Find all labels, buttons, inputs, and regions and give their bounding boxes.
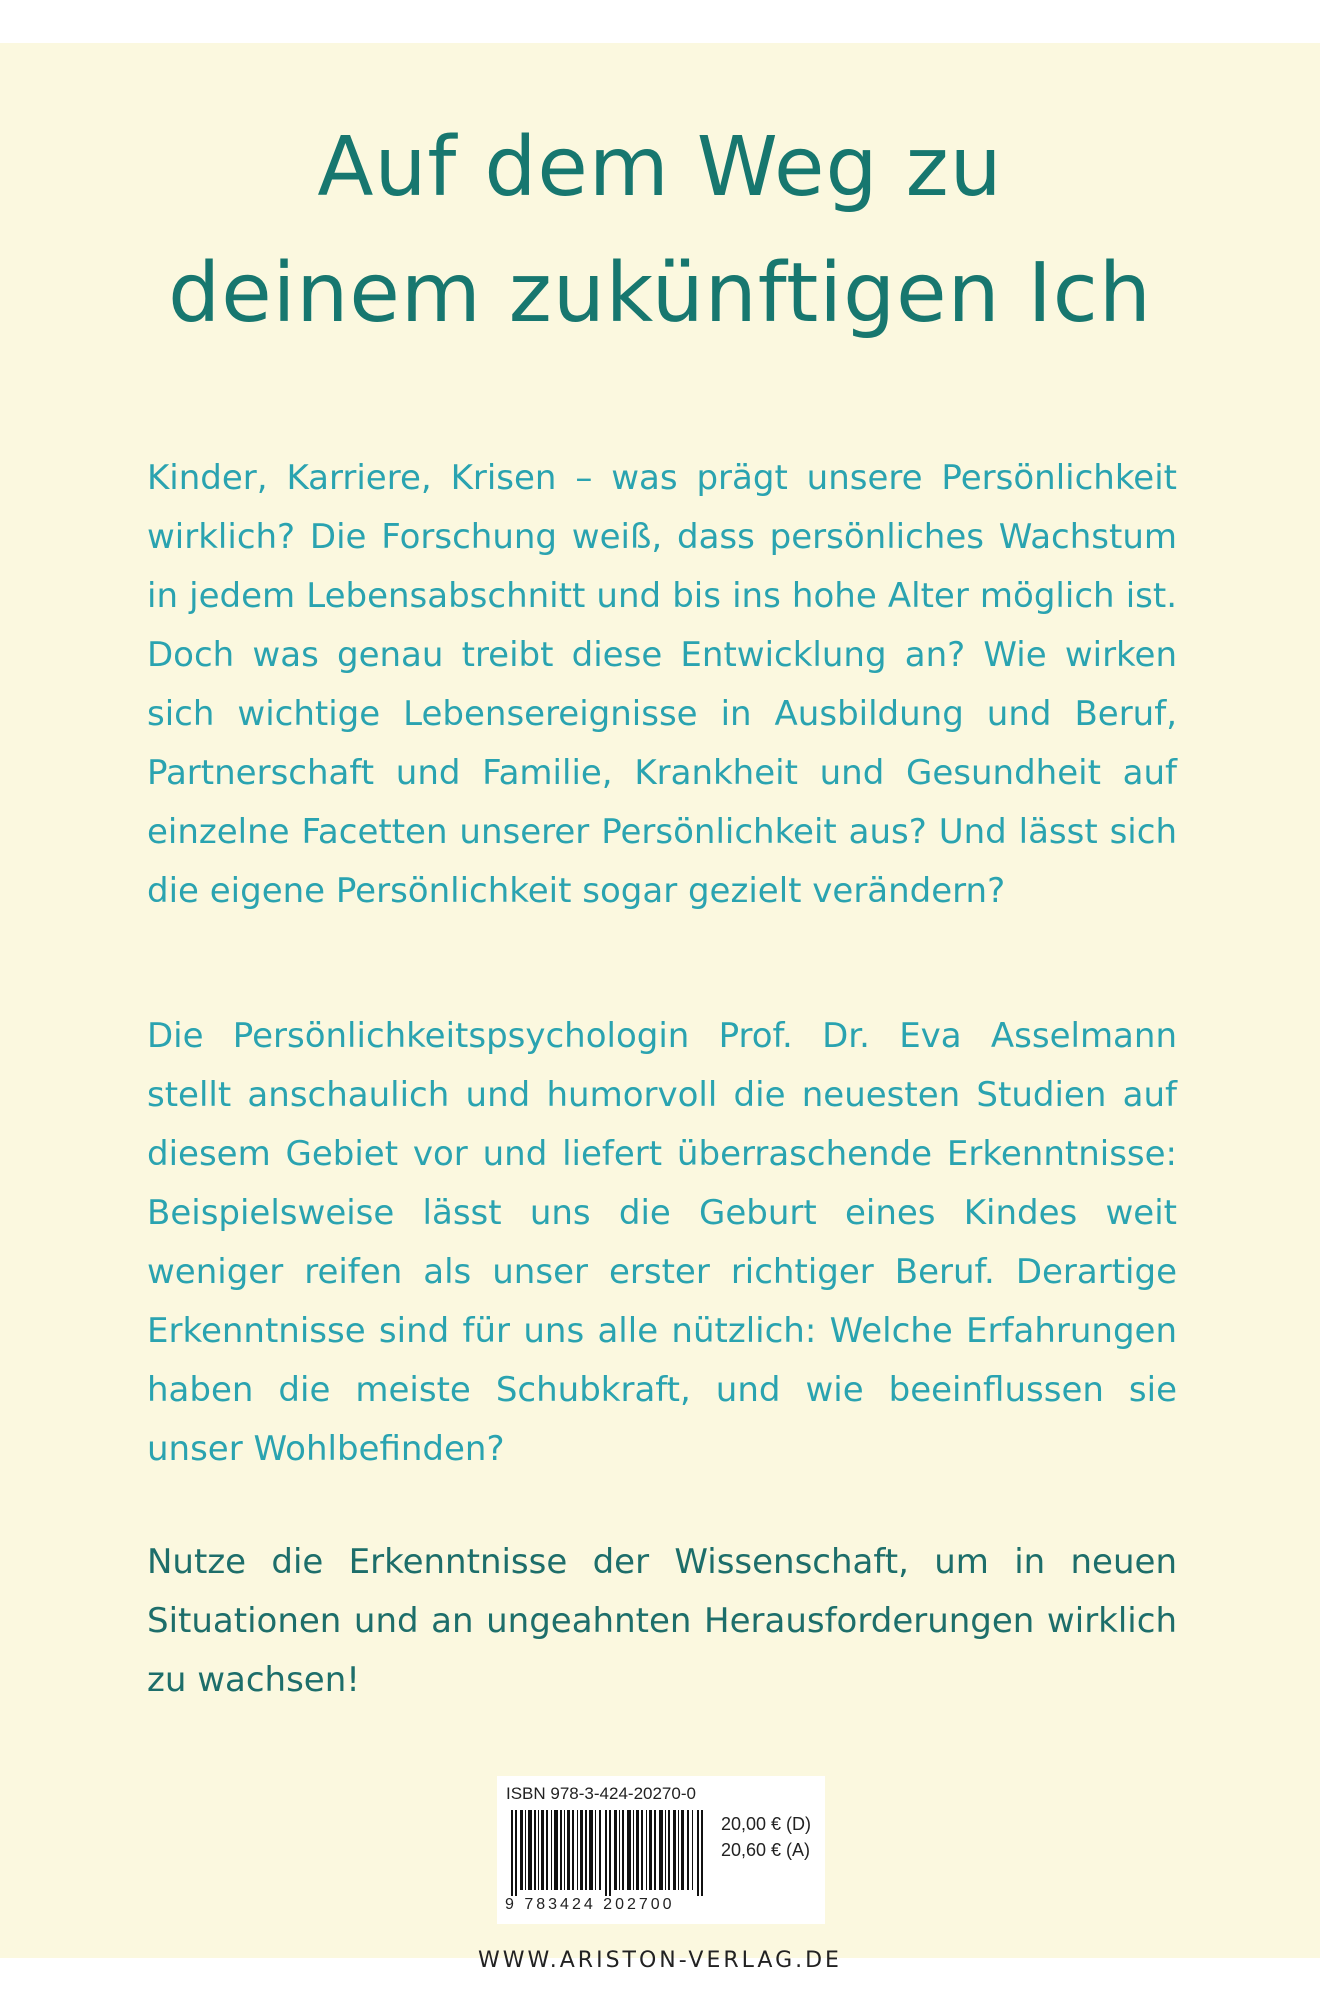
isbn-label: ISBN 978-3-424-20270-0 (506, 1784, 696, 1803)
publisher-website: WWW.ARISTON-VERLAG.DE (478, 1948, 842, 1973)
barcode-number: 9 783424 202700 (505, 1896, 675, 1913)
headline-line-1: Auf dem Weg zu (317, 120, 1003, 215)
blurb-paragraph-2: Die Persönlichkeitspsychologin Prof. Dr. Eva Asselmann stellt anschaulich und humorvoll die neuesten Studien auf diesem Gebiet vor und liefert überraschende Erkenntnisse: Beispielsweise lässt uns die Geburt eines Kindes weit weniger reifen als unser erster richtiger Beruf. Derartige Erkenntnisse sind für uns alle nützlich: Welche Erfahrungen haben die meiste Schubkraft, und wie beeinflussen sie unser Wohlbefinden? (147, 1016, 1177, 1469)
barcode-panel (497, 1776, 825, 1924)
price-germany: 20,00 € (D) (721, 1814, 812, 1834)
blurb-paragraph-1: Kinder, Karriere, Krisen – was prägt unsere Persönlichkeit wirklich? Die Forschung weiß, dass persönliches Wachstum in jedem Lebensabschnitt und bis ins hohe Alter möglich ist. Doch was genau treibt diese Entwicklung an? Wie wirken sich wichtige Lebensereignisse in Ausbildung und Beruf, Partnerschaft und Familie, Krankheit und Gesundheit auf einzelne Facetten unserer Persönlichkeit aus? Und lässt sich die eigene Persönlichkeit sogar gezielt verändern? (147, 458, 1177, 911)
barcode-icon (511, 1810, 711, 1896)
closing-paragraph: Nutze die Erkenntnisse der Wissenschaft, um in neuen Situationen und an ungeahnten Herausforderungen wirklich zu wachsen! (147, 1542, 1177, 1700)
price-austria: 20,60 € (A) (721, 1840, 811, 1860)
headline (0, 105, 1320, 357)
headline-line-2: deinem zukünftigen Ich (168, 246, 1152, 341)
book-back-cover (0, 43, 1320, 1973)
